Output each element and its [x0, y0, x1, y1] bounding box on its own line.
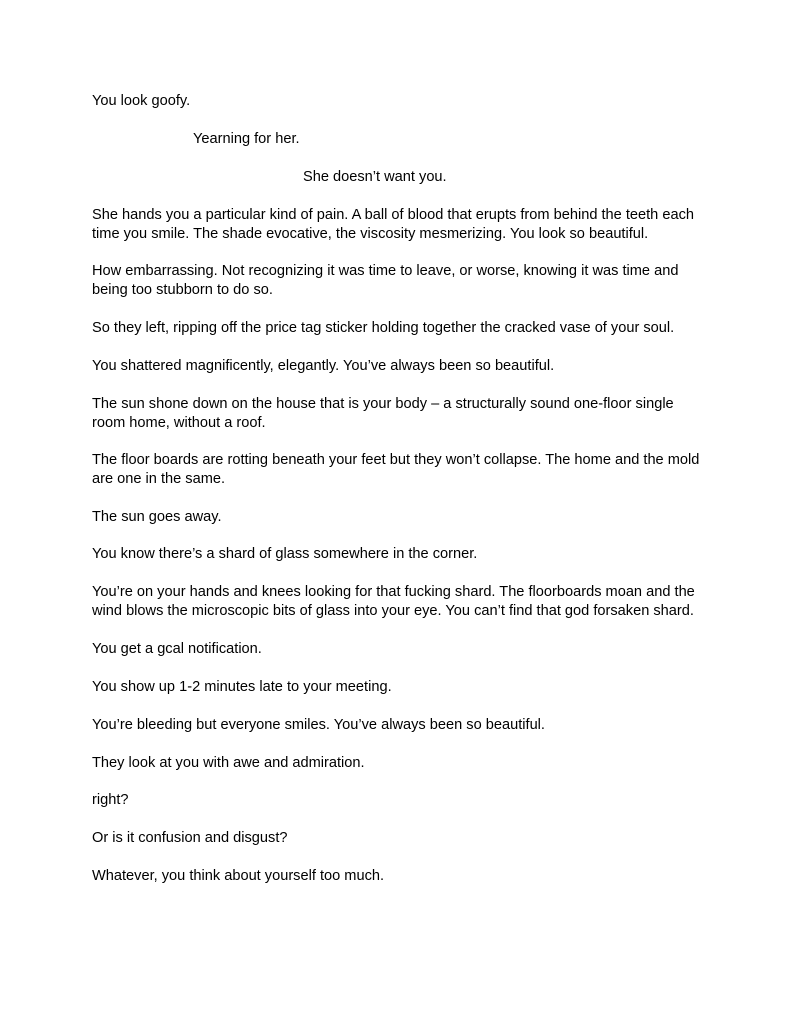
paragraph-10: The sun goes away.: [92, 509, 222, 525]
paragraph-1: You look goofy.: [92, 93, 191, 109]
paragraph-13: You get a gcal notification.: [92, 641, 262, 657]
paragraph-8: The sun shone down on the house that is your body – a structurally sound one-floor single room home, without a roof.: [92, 396, 674, 431]
paragraph-17: right?: [92, 792, 129, 808]
paragraph-11: You know there’s a shard of glass somewhere in the corner.: [92, 546, 478, 562]
paragraph-7: You shattered magnificently, elegantly. You’ve always been so beautiful.: [92, 358, 555, 374]
paragraph-9: The floor boards are rotting beneath your feet but they won’t collapse. The home and the mold are one in the same.: [92, 452, 700, 487]
paragraph-14: You show up 1-2 minutes late to your meeting.: [92, 679, 392, 695]
paragraph-4: She hands you a particular kind of pain. A ball of blood that erupts from behind the teeth each time you smile. The shade evocative, the viscosity mesmerizing. You look so beautiful.: [92, 207, 694, 242]
paragraph-5: How embarrassing. Not recognizing it was time to leave, or worse, knowing it was time and being too stubborn to do so.: [92, 263, 679, 298]
paragraph-3: She doesn’t want you.: [303, 169, 447, 185]
paragraph-16: They look at you with awe and admiration.: [92, 755, 365, 771]
paragraph-6: So they left, ripping off the price tag sticker holding together the cracked vase of your soul.: [92, 320, 675, 336]
paragraph-19: Whatever, you think about yourself too much.: [92, 868, 385, 884]
paragraph-2: Yearning for her.: [193, 131, 300, 147]
paragraph-15: You’re bleeding but everyone smiles. You’ve always been so beautiful.: [92, 717, 545, 733]
paragraph-18: Or is it confusion and disgust?: [92, 830, 288, 846]
paragraph-12: You’re on your hands and knees looking for that fucking shard. The floorboards moan and the wind blows the microscopic bits of glass into your eye. You can’t find that god forsaken shard.: [92, 584, 695, 619]
